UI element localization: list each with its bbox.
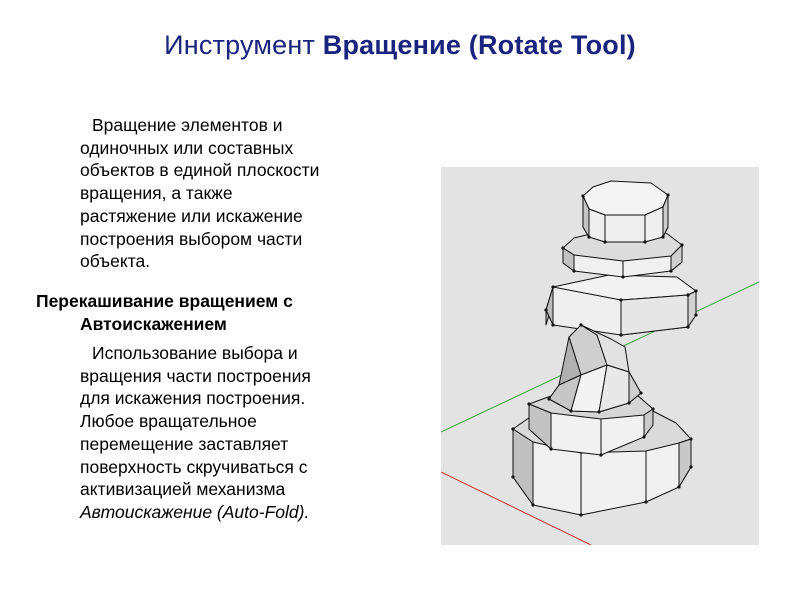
top-model-bottom-tier (546, 275, 696, 335)
top-model-top-tier (583, 181, 668, 242)
title-bold: Вращение (Rotate Tool) (322, 30, 636, 60)
paragraph-line: поверхность скручиваться с (80, 456, 308, 477)
paragraph-line: вращения части построения (80, 365, 311, 386)
paragraph-line: Использование выбора и (92, 343, 298, 363)
bottom-model-twisted-top-tier (549, 325, 641, 412)
stacked-octagon-models (441, 167, 759, 545)
paragraph-line: построения выбором части (80, 228, 303, 249)
paragraph-line: активизацией механизма (80, 479, 286, 500)
paragraph-line: Вращение элементов и (92, 115, 283, 135)
paragraph-line: Любое вращательное (80, 411, 257, 432)
paragraph-line: вращения, а также (80, 183, 233, 204)
sub-heading (36, 290, 396, 335)
sub-heading-line: Автоискажением (80, 313, 227, 334)
paragraph-line: перемещение заставляет (80, 433, 289, 454)
paragraph-autofold-description (80, 342, 410, 524)
paragraph-line: для искажения построения. (80, 388, 306, 409)
paragraph-rotation-description (80, 114, 410, 273)
paragraph-line-italic: Автоискажение (Auto-Fold). (80, 501, 310, 522)
paragraph-line: объекта. (80, 251, 151, 272)
sub-heading-line: Перекашивание вращением с (36, 291, 293, 311)
paragraph-line: растяжение или искажение (80, 205, 303, 226)
rotate-tool-illustration (441, 167, 759, 545)
paragraph-line: объектов в единой плоскости (80, 160, 320, 181)
slide-title (0, 30, 800, 61)
title-regular: Инструмент (164, 30, 323, 60)
paragraph-line: одиночных или составных (80, 137, 294, 158)
